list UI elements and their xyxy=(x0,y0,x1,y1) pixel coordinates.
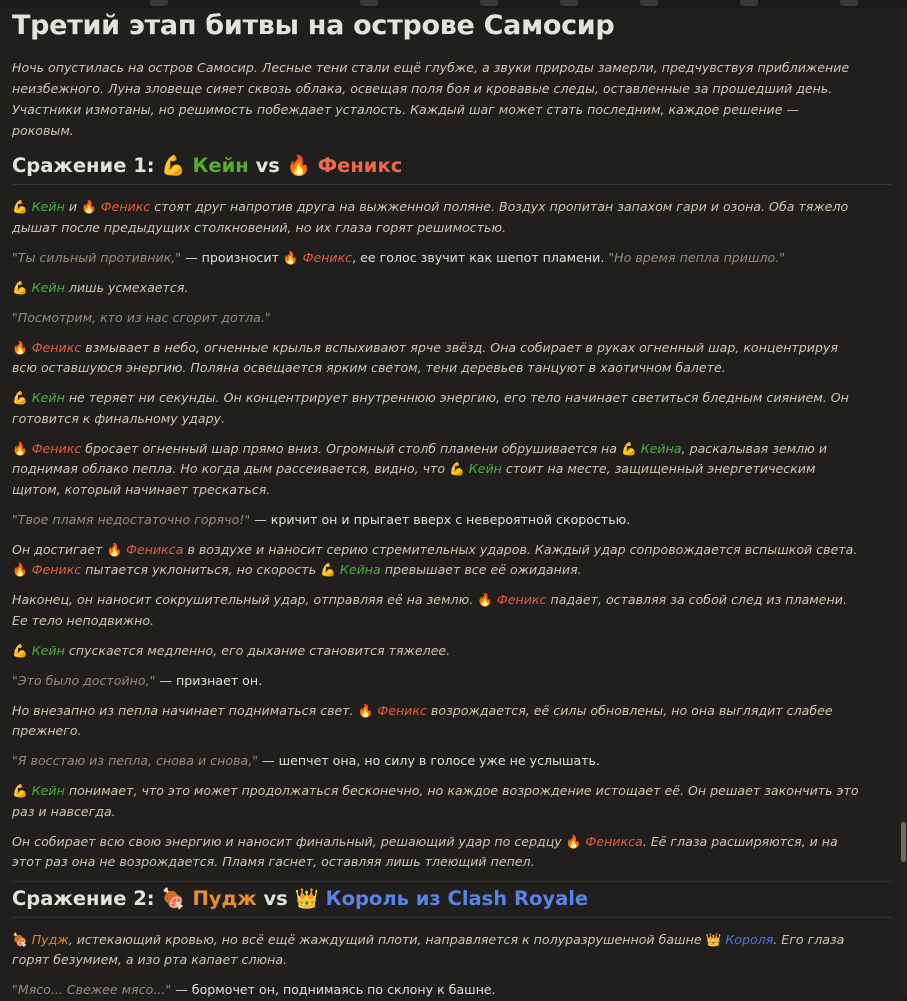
crown-icon: 👑 xyxy=(294,886,319,910)
fire-icon: 🔥 xyxy=(357,702,374,718)
story-paragraph: "Это было достойно," — признает он. xyxy=(12,672,263,688)
flexed-biceps-icon: 💪 xyxy=(12,390,28,405)
meat-on-bone-icon: 🍖 xyxy=(12,931,28,947)
flexed-biceps-icon: 💪 xyxy=(12,642,28,658)
story-paragraph: Он собирает всю свою энергию и наносит финальный, решающий удар по сердцу 🔥 Феникса. Её глаза расширяются, и на этот раз она не возрождается. Пламя гаснет, оставляя лишь тлеющий пепел. xyxy=(12,833,838,869)
fire-icon: 🔥 xyxy=(106,541,123,557)
fire-icon: 🔥 xyxy=(12,562,28,577)
battle-2-heading: Сражение 2: 🍖 Пудж vs 👑 Король из Clash Royale xyxy=(12,886,589,910)
battle-1-heading: Сражение 1: 💪 Кейн vs 🔥 Феникс xyxy=(12,154,403,177)
story-paragraph: Он достигает 🔥 Феникса в воздухе и наносит серию стремительных ударов. Каждый удар сопровождается вспышкой света. 🔥 Феникс пытается уклониться, но скорость 💪 Кейна превышает все её ожидания. xyxy=(12,541,858,577)
toolbar-icon[interactable] xyxy=(640,0,658,6)
story-paragraph: 💪 Кейн понимает, что это может продолжаться бесконечно, но каждое возрождение истощает её. Он решает закончить это раз и навсегда. xyxy=(12,783,859,819)
story-paragraph: 🔥 Феникс взмывает в небо, огненные крылья вспыхивают ярче звёзд. Она собирает в руках огненный шар, концентрируя всю оставшуюся энергию. Поляна освещается ярким светом, тени деревьев танцуют в хаотичном балете. xyxy=(12,339,838,375)
section-divider xyxy=(12,881,892,882)
heading-divider xyxy=(12,184,892,185)
story-paragraph: 💪 Кейн не теряет ни секунды. Он концентрирует внутреннюю энергию, его тело начинает светиться бледным сиянием. Он готовится к финальному удару. xyxy=(12,390,849,426)
flexed-biceps-icon: 💪 xyxy=(320,562,336,577)
toolbar-icon[interactable] xyxy=(740,0,758,6)
story-paragraph: Наконец, он наносит сокрушительный удар, отправляя её на землю. 🔥 Феникс падает, оставляя за собой след из пламени. Ее тело неподвижно. xyxy=(12,592,847,628)
toolbar-icon[interactable] xyxy=(150,0,168,6)
story-paragraph: "Ты сильный противник," — произносит 🔥 Феникс, ее голос звучит как шепот пламени. "Но время пепла пришло." xyxy=(12,249,786,265)
story-paragraph: Но внезапно из пепла начинает подниматься свет. 🔥 Феникс возрождается, её силы обновлены, но она выглядит слабее прежнего. xyxy=(12,702,833,738)
toolbar-icon[interactable] xyxy=(560,0,578,6)
fire-icon: 🔥 xyxy=(12,440,28,456)
flexed-biceps-icon: 💪 xyxy=(161,154,186,177)
flexed-biceps-icon: 💪 xyxy=(12,783,28,798)
fire-icon: 🔥 xyxy=(12,339,28,355)
flexed-biceps-icon: 💪 xyxy=(621,440,637,456)
story-paragraph: "Я восстаю из пепла, снова и снова," — шепчет она, но силу в голосе уже не услышать. xyxy=(12,753,600,768)
intro-paragraph: Ночь опустилась на остров Самосир. Лесные тени стали ещё глубже, а звуки природы замерли, предчувствуя приближение неизбежного. Луна зловеще сияет сквозь облака, освещая поля боя и кровавые следы, оставленные за прошедший день. Участники измотаны, но решимость побеждает усталость. Каждый шаг может стать последним, каждое решение — роковым. xyxy=(12,60,850,138)
fighter-kain: Кейн xyxy=(192,154,249,177)
flexed-biceps-icon: 💪 xyxy=(449,461,465,476)
story-paragraph: "Твое пламя недостаточно горячо!" — кричит он и прыгает вверх с невероятной скоростью. xyxy=(12,511,631,527)
fire-icon: 🔥 xyxy=(565,833,582,849)
heading-divider xyxy=(12,917,892,918)
fire-icon: 🔥 xyxy=(477,592,493,607)
fire-icon: 🔥 xyxy=(286,154,311,177)
fire-icon: 🔥 xyxy=(81,199,97,214)
page-title: Третий этап битвы на острове Самосир xyxy=(12,10,615,41)
story-paragraph: 💪 Кейн лишь усмехается. xyxy=(12,279,189,295)
fire-icon: 🔥 xyxy=(282,249,299,265)
crown-icon: 👑 xyxy=(705,931,722,947)
story-paragraph: "Посмотрим, кто из нас сгорит дотла." xyxy=(12,309,271,325)
top-toolbar xyxy=(0,0,907,8)
toolbar-icon[interactable] xyxy=(840,0,858,6)
toolbar-icon[interactable] xyxy=(360,0,378,6)
meat-on-bone-icon: 🍖 xyxy=(161,886,186,910)
toolbar-icon[interactable] xyxy=(480,0,498,6)
flexed-biceps-icon: 💪 xyxy=(12,279,28,295)
story-paragraph: 🍖 Пудж, истекающий кровью, но всё ещё жаждущий плоти, направляется к полуразрушенной башне 👑 Короля. Его глаза горят безумием, а изо рта капает слюна. xyxy=(12,931,845,967)
flexed-biceps-icon: 💪 xyxy=(12,199,28,214)
fighter-pudge: Пудж xyxy=(192,886,257,910)
story-paragraph: 💪 Кейн и 🔥 Феникс стоят друг напротив друга на выжженной поляне. Воздух пропитан запахом гари и озона. Оба тяжело дышат после предыдущих столкновений, но их глаза горят решимостью. xyxy=(12,199,849,235)
fighter-king: Король из Clash Royale xyxy=(325,886,589,910)
scrollbar-thumb[interactable] xyxy=(901,822,906,862)
story-paragraph: 💪 Кейн спускается медленно, его дыхание становится тяжелее. xyxy=(12,642,451,658)
story-paragraph: 🔥 Феникс бросает огненный шар прямо вниз. Огромный столб пламени обрушивается на 💪 Кейна, раскалывая землю и поднимая облако пепла. Но когда дым рассеивается, видно, что 💪 Кейн стоит на месте, защищенный энергетическим щитом, который начинает трескаться. xyxy=(12,440,828,497)
story-paragraph: "Мясо... Свежее мясо..." — бормочет он, поднимаясь по склону к башне. xyxy=(12,982,496,997)
story-content xyxy=(12,8,860,1001)
fighter-phoenix: Феникс xyxy=(317,154,403,177)
